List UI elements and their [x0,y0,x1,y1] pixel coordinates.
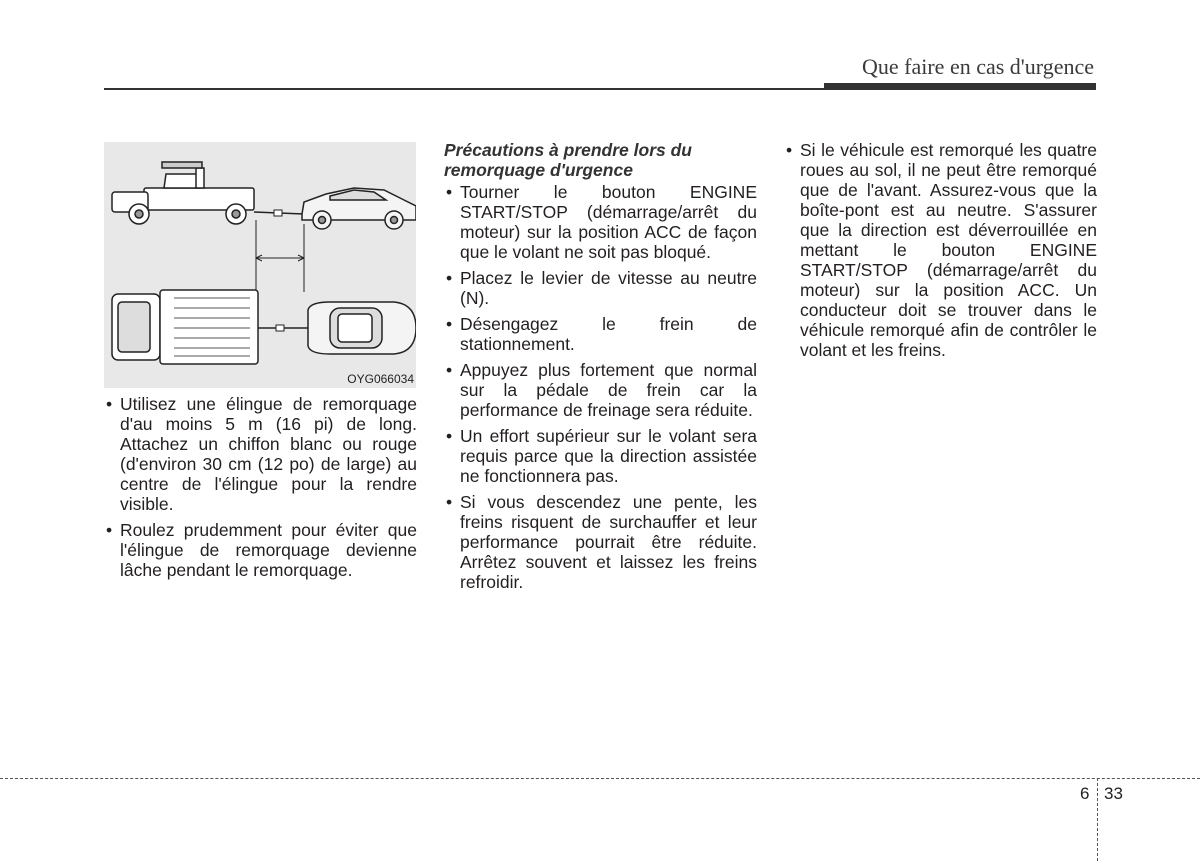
list-item: • Si le véhicule est remorqué les quatre roues au sol, il ne peut être remorqué que de l'avant. Assurez-vous que la boîte-pont est au neutre. S'assurer que la direction est déverrouillée en mettant le bouton ENGINE START/STOP (démarrage/arrêt du moteur) sur la position ACC. Un conducteur doit se trouver dans le véhicule remorqué afin de contrôler le volant et les freins. [784,140,1097,360]
list-item: • Roulez prudemment pour éviter que l'élingue de remorquage devienne lâche pendant le remorquage. [104,520,417,580]
sling-marker-flag-top [276,325,284,331]
towed-car-side-icon [302,188,416,229]
figure-code: OYG066034 [347,372,414,386]
distance-marker [256,220,304,292]
list-item: • Placez le levier de vitesse au neutre (N). [444,268,757,308]
towing-diagram [104,142,416,388]
list-item: • Appuyez plus fortement que normal sur la pédale de frein car la performance de freinage sera réduite. [444,360,757,420]
section-heading: Précautions à prendre lors du remorquage d'urgence [444,140,692,180]
section-title: Que faire en cas d'urgence [862,54,1094,79]
list-item: • Désengagez le frein de stationnement. [444,314,757,354]
list-item: • Un effort supérieur sur le volant sera requis parce que la direction assistée ne fonctionnera pas. [444,426,757,486]
header-rule [104,88,824,90]
list-item: • Tourner le bouton ENGINE START/STOP (démarrage/arrêt du moteur) sur la position ACC de façon que le volant ne soit pas bloqué. [444,182,757,262]
tow-truck-side-icon [112,162,254,224]
footer-vertical-divider [1097,778,1098,861]
column-3 [784,140,1097,366]
sling-marker-flag [274,210,282,216]
list-item: • Utilisez une élingue de remorquage d'au moins 5 m (16 pi) de long. Attachez un chiffon blanc ou rouge (d'environ 30 cm (12 po) de large) au centre de l'élingue pour la rendre visible. [104,394,417,514]
page-number: 33 [1104,784,1123,803]
header-rule-accent [824,83,1096,90]
column-2 [444,140,757,598]
list-item: • Si vous descendez une pente, les freins risquent de surchauffer et leur performance pourrait être réduite. Arrêtez souvent et laissez les freins refroidir. [444,492,757,592]
tow-truck-top-icon [112,290,258,364]
footer-divider [0,778,1200,779]
chapter-number: 6 [1080,784,1090,803]
column-1 [104,394,417,586]
towing-illustration [104,142,416,388]
towed-car-top-icon [308,302,416,354]
